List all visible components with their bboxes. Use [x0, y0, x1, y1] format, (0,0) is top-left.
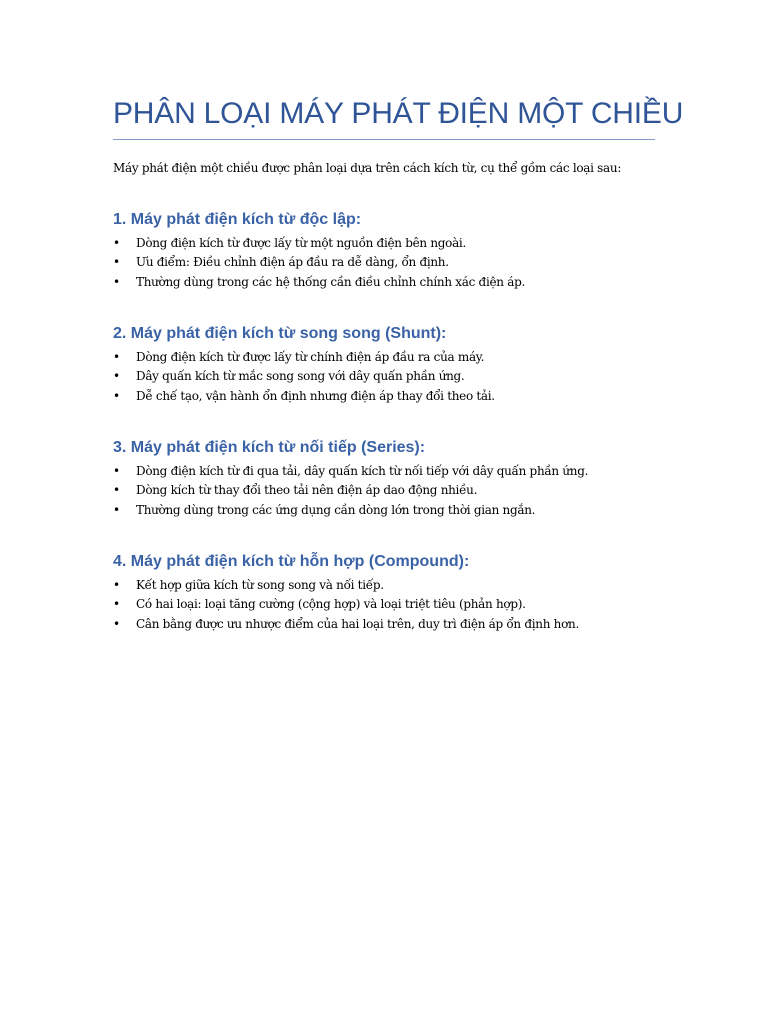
list-item — [113, 615, 657, 634]
bullet-list — [113, 576, 657, 634]
list-item-text: Cân bằng được ưu nhược điểm của hai loại trên, duy trì điện áp ổn định hơn. — [136, 616, 579, 631]
list-item — [113, 462, 657, 481]
section-shunt — [113, 323, 657, 406]
section-series — [113, 437, 657, 520]
list-item-text: Dòng điện kích từ đi qua tải, dây quấn kích từ nối tiếp với dây quấn phần ứng. — [136, 464, 589, 478]
bullet-icon: • — [113, 350, 120, 364]
bullet-icon: • — [113, 369, 120, 384]
bullet-icon: • — [113, 616, 120, 631]
list-item-text: Dòng điện kích từ được lấy từ chính điện áp đầu ra của máy. — [136, 350, 485, 364]
bullet-icon: • — [113, 255, 120, 270]
bullet-icon: • — [113, 597, 120, 612]
bullet-list — [113, 234, 657, 292]
bullet-icon: • — [113, 388, 120, 403]
list-item — [113, 348, 657, 367]
bullet-icon: • — [113, 236, 120, 250]
list-item — [113, 273, 657, 292]
intro-paragraph: Máy phát điện một chiều được phân loại dựa trên cách kích từ, cụ thể gồm các loại sau: — [113, 161, 622, 175]
section-heading: 4. Máy phát điện kích từ hỗn hợp (Compound): — [113, 553, 470, 570]
list-item-text: Dòng điện kích từ được lấy từ một nguồn điện bên ngoài. — [136, 236, 466, 250]
list-item — [113, 387, 657, 406]
list-item-text: Dòng kích từ thay đổi theo tải nên điện áp dao động nhiều. — [136, 483, 478, 498]
document-title: PHÂN LOẠI MÁY PHÁT ĐIỆN MỘT CHIỀU — [113, 97, 684, 130]
list-item-text: Dây quấn kích từ mắc song song với dây quấn phần ứng. — [136, 369, 465, 384]
list-item — [113, 253, 657, 272]
section-heading: 1. Máy phát điện kích từ độc lập: — [113, 211, 362, 228]
list-item — [113, 234, 657, 253]
list-item — [113, 367, 657, 386]
list-item — [113, 576, 657, 595]
bullet-icon: • — [113, 274, 120, 289]
bullet-icon: • — [113, 483, 120, 498]
bullet-icon: • — [113, 464, 120, 478]
list-item — [113, 501, 657, 520]
list-item-text: Dễ chế tạo, vận hành ổn định nhưng điện áp thay đổi theo tải. — [136, 388, 495, 403]
section-separately-excited — [113, 209, 657, 292]
list-item-text: Thường dùng trong các hệ thống cần điều chỉnh chính xác điện áp. — [136, 274, 525, 289]
list-item-text: Thường dùng trong các ứng dụng cần dòng lớn trong thời gian ngắn. — [136, 502, 536, 517]
section-heading: 2. Máy phát điện kích từ song song (Shunt): — [113, 325, 447, 342]
list-item-text: Ưu điểm: Điều chỉnh điện áp đầu ra dễ dàng, ổn định. — [136, 255, 449, 270]
bullet-icon: • — [113, 502, 120, 517]
section-compound — [113, 551, 657, 634]
title-underline-rule — [113, 139, 655, 140]
bullet-icon: • — [113, 578, 120, 592]
bullet-list — [113, 348, 657, 406]
section-heading: 3. Máy phát điện kích từ nối tiếp (Series): — [113, 439, 426, 456]
list-item — [113, 481, 657, 500]
list-item — [113, 595, 657, 614]
list-item-text: Kết hợp giữa kích từ song song và nối tiếp. — [136, 578, 384, 592]
list-item-text: Có hai loại: loại tăng cường (cộng hợp) và loại triệt tiêu (phản hợp). — [136, 597, 526, 612]
bullet-list — [113, 462, 657, 520]
